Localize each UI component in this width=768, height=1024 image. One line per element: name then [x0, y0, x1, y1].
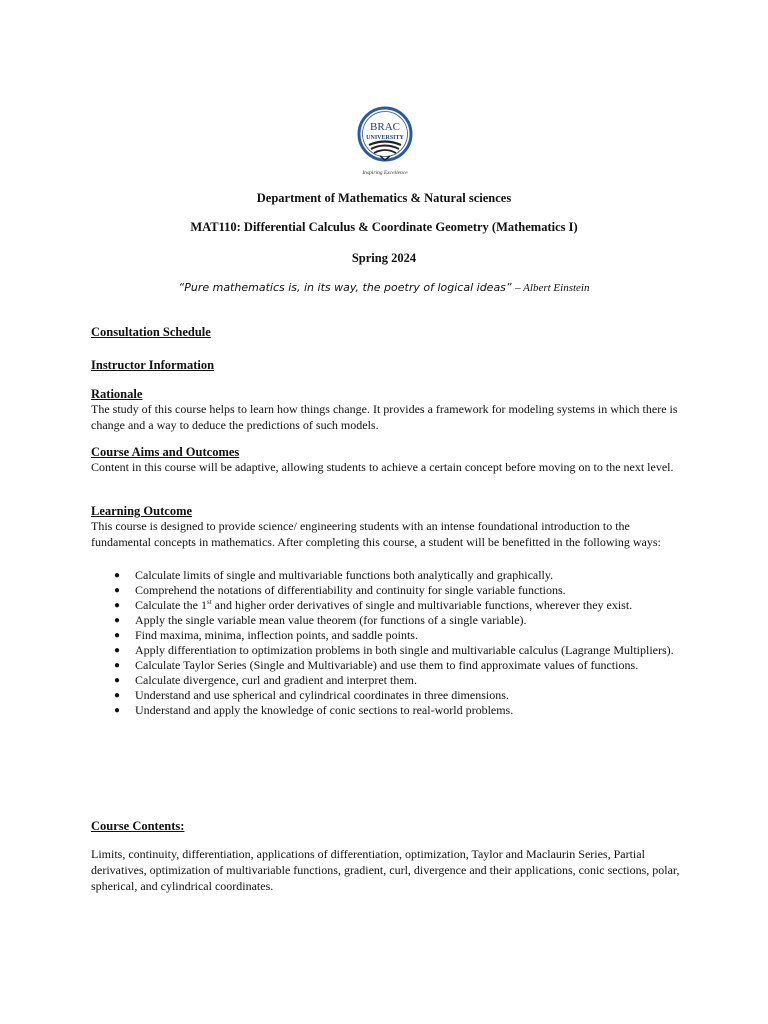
bullet-icon: ● [114, 630, 121, 641]
term-title: Spring 2024 [351, 251, 417, 265]
instructor-heading: Instructor Information [91, 358, 215, 372]
bullet-icon: ● [114, 615, 121, 626]
list-item: ● Calculate Taylor Series (Single and Multivariable) and use them to find approximate values of functions. [114, 658, 639, 672]
bullet-icon: ● [114, 675, 121, 686]
list-item: ● Comprehend the notations of differentiability and continuity for single variable functions. [114, 583, 566, 597]
course-contents-text: Limits, continuity, differentiation, applications of differentiation, optimization, Taylor and Maclaurin Series, Partial derivatives, optimization of multivariable functions, gradient, curl, divergence and their applications, conic sections, polar, spherical, and cylindrical coordinates. [91, 847, 680, 893]
list-item: ● Calculate divergence, curl and gradient and interpret them. [114, 673, 417, 687]
bullet-icon: ● [114, 660, 121, 671]
learning-outcome-heading: Learning Outcome [91, 504, 193, 518]
list-item: ● Calculate limits of single and multivariable functions both analytically and graphically. [114, 568, 554, 582]
list-item: ● Understand and use spherical and cylindrical coordinates in three dimensions. [114, 688, 509, 702]
quote-author: – Albert Einstein [515, 282, 590, 294]
bullet-icon: ● [114, 570, 121, 581]
learning-outcome-text: This course is designed to provide science/ engineering students with an intense foundational introduction to the fundamental concepts in mathematics. After completing this course, a student will be benefitted in the following ways: [91, 519, 661, 549]
bullet-icon: ● [114, 690, 121, 701]
rationale-heading: Rationale [91, 387, 143, 401]
department-title: Department of Mathematics & Natural sciences [256, 191, 512, 205]
logo-emblem-icon [352, 104, 418, 176]
quote-text: “Pure mathematics is, in its way, the poetry of logical ideas” [178, 281, 512, 294]
bullet-icon: ● [114, 705, 121, 716]
course-contents-heading: Course Contents: [91, 819, 185, 833]
consultation-heading: Consultation Schedule [91, 325, 211, 339]
bullet-icon: ● [114, 585, 121, 596]
einstein-quote [0, 280, 768, 296]
logo-tagline: Inspiring Excellence [362, 170, 408, 176]
logo-top-text: BRAC [370, 121, 400, 133]
aims-heading: Course Aims and Outcomes [91, 445, 240, 459]
learning-outcome-list [91, 568, 691, 718]
list-item: ● Apply differentiation to optimization problems in both single and multivariable calculus (Lagrange Multipliers). [114, 643, 674, 657]
bullet-icon: ● [114, 600, 121, 611]
brac-university-logo [352, 104, 418, 176]
logo-bottom-text: UNIVERSITY [366, 135, 404, 141]
list-item: ● Calculate the 1st and higher order derivatives of single and multivariable functions, wherever they exist. [114, 598, 633, 612]
course-title: MAT110: Differential Calculus & Coordinate Geometry (Mathematics I) [190, 220, 578, 234]
aims-text: Content in this course will be adaptive, allowing students to achieve a certain concept before moving on to the next level. [91, 460, 674, 474]
bullet-icon: ● [114, 645, 121, 656]
list-item: ● Understand and apply the knowledge of conic sections to real-world problems. [114, 703, 514, 717]
rationale-text: The study of this course helps to learn how things change. It provides a framework for modeling systems in which there is change and a way to deduce the predictions of such models. [91, 402, 678, 432]
list-item: ● Apply the single variable mean value theorem (for functions of a single variable). [114, 613, 527, 627]
list-item: ● Find maxima, minima, inflection points, and saddle points. [114, 628, 418, 642]
